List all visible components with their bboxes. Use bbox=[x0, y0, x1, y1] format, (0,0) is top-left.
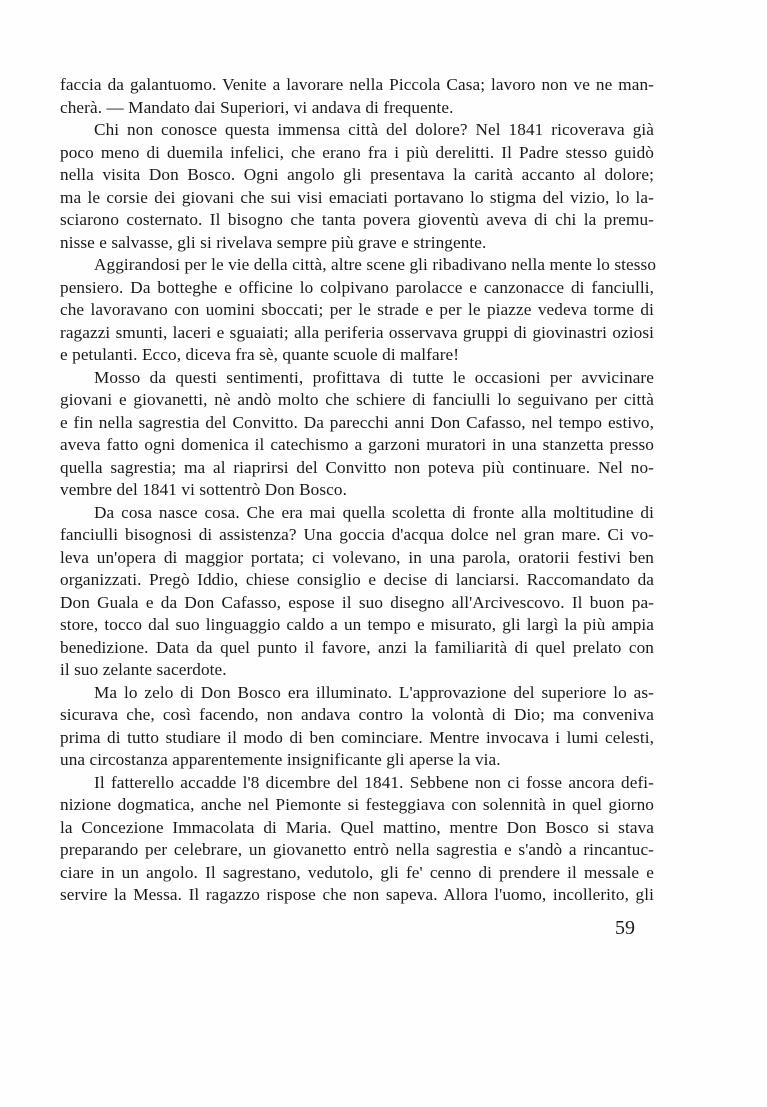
text-line: pensiero. Da botteghe e officine lo colpivano parolacce e canzonacce di fanciulli, bbox=[60, 277, 654, 297]
text-line: nizione dogmatica, anche nel Piemonte si festeggiava con solennità in quel giorno bbox=[60, 795, 654, 814]
text-line: prima di tutto studiare il modo di ben cominciare. Mentre invocava i lumi celesti, bbox=[60, 727, 654, 747]
text-line: la Concezione Immacolata di Maria. Quel mattino, mentre Don Bosco si stava bbox=[60, 817, 654, 837]
text-line: sicurava che, così facendo, non andava contro la volontà di Dio; ma conveniva bbox=[60, 705, 654, 724]
text-line: nella visita Don Bosco. Ogni angolo gli presentava la carità accanto al dolore; bbox=[60, 165, 654, 184]
page-number: 59 bbox=[615, 917, 635, 939]
text-line: leva un'opera di maggior portata; ci volevano, in una parola, oratorii festivi ben bbox=[60, 547, 654, 567]
text-line: organizzati. Pregò Iddio, chiese consiglio e decise di lanciarsi. Raccomandato da bbox=[60, 570, 654, 589]
text-line: servire la Messa. Il ragazzo rispose che non sapeva. Allora l'uomo, incollerito, gli bbox=[60, 885, 654, 904]
text-line: Da cosa nasce cosa. Che era mai quella scoletta di fronte alla moltitudine di bbox=[94, 502, 654, 522]
paragraph bbox=[60, 502, 654, 682]
text-line: Aggirandosi per le vie della città, altre scene gli ribadivano nella mente lo stesso bbox=[94, 255, 657, 274]
paragraph bbox=[60, 772, 654, 907]
text-line: Il fatterello accadde l'8 dicembre del 1841. Sebbene non ci fosse ancora defi- bbox=[94, 772, 654, 792]
text-line: Chi non conosce questa immensa città del dolore? Nel 1841 ricoverava già bbox=[94, 120, 654, 139]
text-line: benedizione. Data da quel punto il favore, anzi la familiarità di quel prelato con bbox=[60, 637, 654, 657]
text-line: il suo zelante sacerdote. bbox=[60, 660, 227, 679]
text-line: quella sagrestia; ma al riaprirsi del Convitto non poteva più continuare. Nel no- bbox=[60, 457, 654, 477]
body-text bbox=[60, 74, 657, 907]
text-line: una circostanza apparentemente insignificante gli aperse la via. bbox=[60, 750, 501, 769]
text-line: fanciulli bisognosi di assistenza? Una goccia d'acqua dolce nel gran mare. Ci vo- bbox=[60, 525, 654, 544]
paragraph bbox=[60, 682, 654, 772]
text-line: nisse e salvasse, gli si rivelava sempre più grave e stringente. bbox=[60, 232, 487, 252]
text-line: giovani e giovanetti, nè andò molto che schiere di fanciulli lo seguivano per città bbox=[60, 390, 654, 409]
text-line: preparando per celebrare, un giovanetto entrò nella sagrestia e s'andò a rincantuc- bbox=[60, 840, 654, 859]
paragraph bbox=[60, 367, 654, 502]
text-line: vembre del 1841 vi sottentrò Don Bosco. bbox=[60, 480, 347, 499]
text-line: aveva fatto ogni domenica il catechismo a garzoni muratori in una stanzetta presso bbox=[60, 435, 654, 454]
paragraph bbox=[60, 119, 654, 254]
text-line: cherà. — Mandato dai Superiori, vi andava di frequente. bbox=[60, 97, 454, 117]
text-line: che lavoravano con uomini sboccati; per le strade e per le piazze vedeva torme di bbox=[60, 300, 654, 319]
text-line: store, tocco dal suo linguaggio caldo a un tempo e misurato, gli largì la più ampia bbox=[60, 615, 654, 634]
text-line: poco meno di duemila infelici, che erano fra i più derelitti. Il Padre stesso guidò bbox=[60, 142, 654, 162]
text-line: Mosso da questi sentimenti, profittava di tutte le occasioni per avvicinare bbox=[94, 367, 654, 387]
paragraph bbox=[60, 74, 654, 119]
text-line: e petulanti. Ecco, diceva fra sè, quante scuole di malfare! bbox=[60, 345, 460, 364]
text-line: Ma lo zelo di Don Bosco era illuminato. L'approvazione del superiore lo as- bbox=[94, 682, 654, 702]
text-line: Don Guala e da Don Cafasso, espose il suo disegno all'Arcivescovo. Il buon pa- bbox=[60, 592, 654, 612]
text-line: sciarono costernato. Il bisogno che tanta povera gioventù aveva di chi la premu- bbox=[60, 210, 654, 229]
text-line: ragazzi smunti, laceri e sguaiati; alla periferia osservava gruppi di giovinastri oziosi bbox=[60, 322, 654, 342]
text-line: ma le corsie dei giovani che sui visi emaciati portavano lo stigma del vizio, lo la- bbox=[60, 187, 654, 207]
text-line: faccia da galantuomo. Venite a lavorare nella Piccola Casa; lavoro non ve ne man- bbox=[60, 75, 654, 94]
text-line: ciare in un angolo. Il sagrestano, vedutolo, gli fe' cenno di prendere il messale e bbox=[60, 862, 654, 882]
text-line: e fin nella sagrestia del Convitto. Da parecchi anni Don Cafasso, nel tempo estivo, bbox=[60, 412, 654, 432]
paragraph bbox=[60, 254, 657, 367]
